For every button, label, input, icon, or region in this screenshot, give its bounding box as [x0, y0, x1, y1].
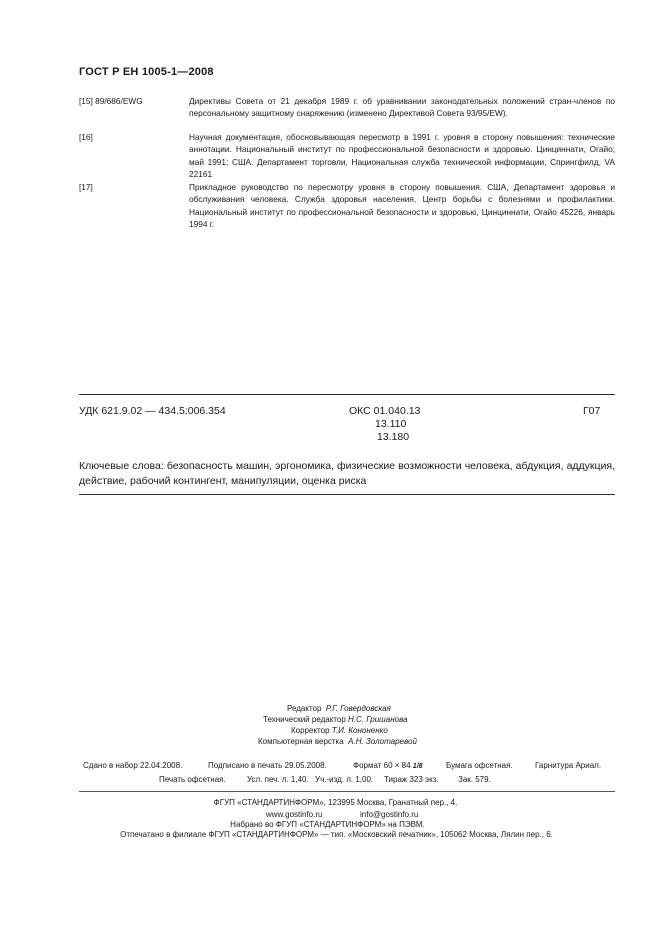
print-pub-sheets: Уч.-изд. л. 1,00.: [315, 775, 374, 784]
publisher-website[interactable]: www.gostinfo.ru: [266, 810, 323, 819]
print-font: Гарнитура Ариал.: [535, 761, 602, 770]
keywords: Ключевые слова: безопасность машин, эргономика, физические возможности человека, абдукция, аддукция, действие, рабочий контингент, манипуляции, оценка риска: [79, 460, 615, 487]
reference-text: Научная документация, обосновывающая пересмотр в 1991 г. уровня в сторону повышения: технические аннотации. Национальный институт по профессиональной безопасности и здоровью. Цинциннати, Огайо; май 1991; США. Департамент торговли, Национальная служба технической информации, Спрингфилд, VA 22161: [189, 132, 615, 179]
print-sheets: Усл. печ. л. 1,40.: [247, 775, 309, 784]
print-order: Зак. 579.: [458, 775, 491, 784]
reference-item: [79, 131, 615, 180]
credit-layout: Компьютерная верстка А.Н. Золотаревой: [258, 737, 417, 746]
divider: [79, 791, 615, 792]
print-paper: Бумага офсетная.: [446, 761, 513, 770]
print-date-signed: Подписано в печать 29.05.2008.: [208, 761, 327, 770]
reference-item: [79, 95, 615, 120]
oks-code-2: 13.110: [375, 418, 407, 430]
credit-editor: Редактор Р.Г. Говердовская: [287, 704, 391, 713]
typeset-note: Набрано во ФГУП «СТАНДАРТИНФОРМ» на ПЭВМ.: [230, 820, 425, 829]
print-run: Тираж 323 экз.: [384, 775, 439, 784]
divider: [79, 494, 615, 495]
reference-number: [17]: [79, 182, 93, 192]
oks-code-3: 13.180: [377, 431, 410, 443]
print-format: Формат 60 × 84 1/8: [353, 761, 423, 770]
print-date-typeset: Сдано в набор 22.04.2008.: [83, 761, 183, 770]
publisher-email[interactable]: info@gostinfo.ru: [360, 810, 419, 819]
group-code: Г07: [583, 405, 601, 417]
reference-number: [16]: [79, 132, 93, 142]
reference-text: Прикладное руководство по пересмотру уровня в сторону повышения. США, Департамент здоровья и обслуживания человека. Служба здоровья населения, Центр борьбы с болезнями и профилактики. Национальный институт по профессиональной безопасности и здоровью, Цинциннати, Огайо 45226, январь 1994 г.: [189, 182, 615, 229]
oks-code: ОКС 01.040.13: [349, 405, 421, 417]
credit-tech-editor: Технический редактор Н.С. Гришанова: [263, 715, 408, 724]
udk-code: УДК 621.9.02 — 434.5:006.354: [79, 405, 226, 417]
document-code: ГОСТ Р ЕН 1005-1—2008: [79, 66, 214, 78]
print-method: Печать офсетная.: [159, 775, 226, 784]
reference-number: [15] 89/686/EWG: [79, 96, 143, 106]
reference-text: Директивы Совета от 21 декабря 1989 г. об уравнивании законодательных положений стран-членов по персональному защитному снаряжению (изменено Директивой Совета 93/95/EW).: [189, 96, 615, 119]
divider: [79, 394, 615, 395]
credit-corrector: Корректор Т.И. Кононенко: [291, 726, 388, 735]
reference-item: [79, 181, 615, 230]
printed-note: Отпечатано в филиале ФГУП «СТАНДАРТИНФОРМ» — тип. «Московский печатник», 105062 Москва, Лялин пер., 6.: [120, 830, 553, 839]
publisher-address: ФГУП «СТАНДАРТИНФОРМ», 123995 Москва, Гранатный пер., 4.: [213, 798, 458, 807]
